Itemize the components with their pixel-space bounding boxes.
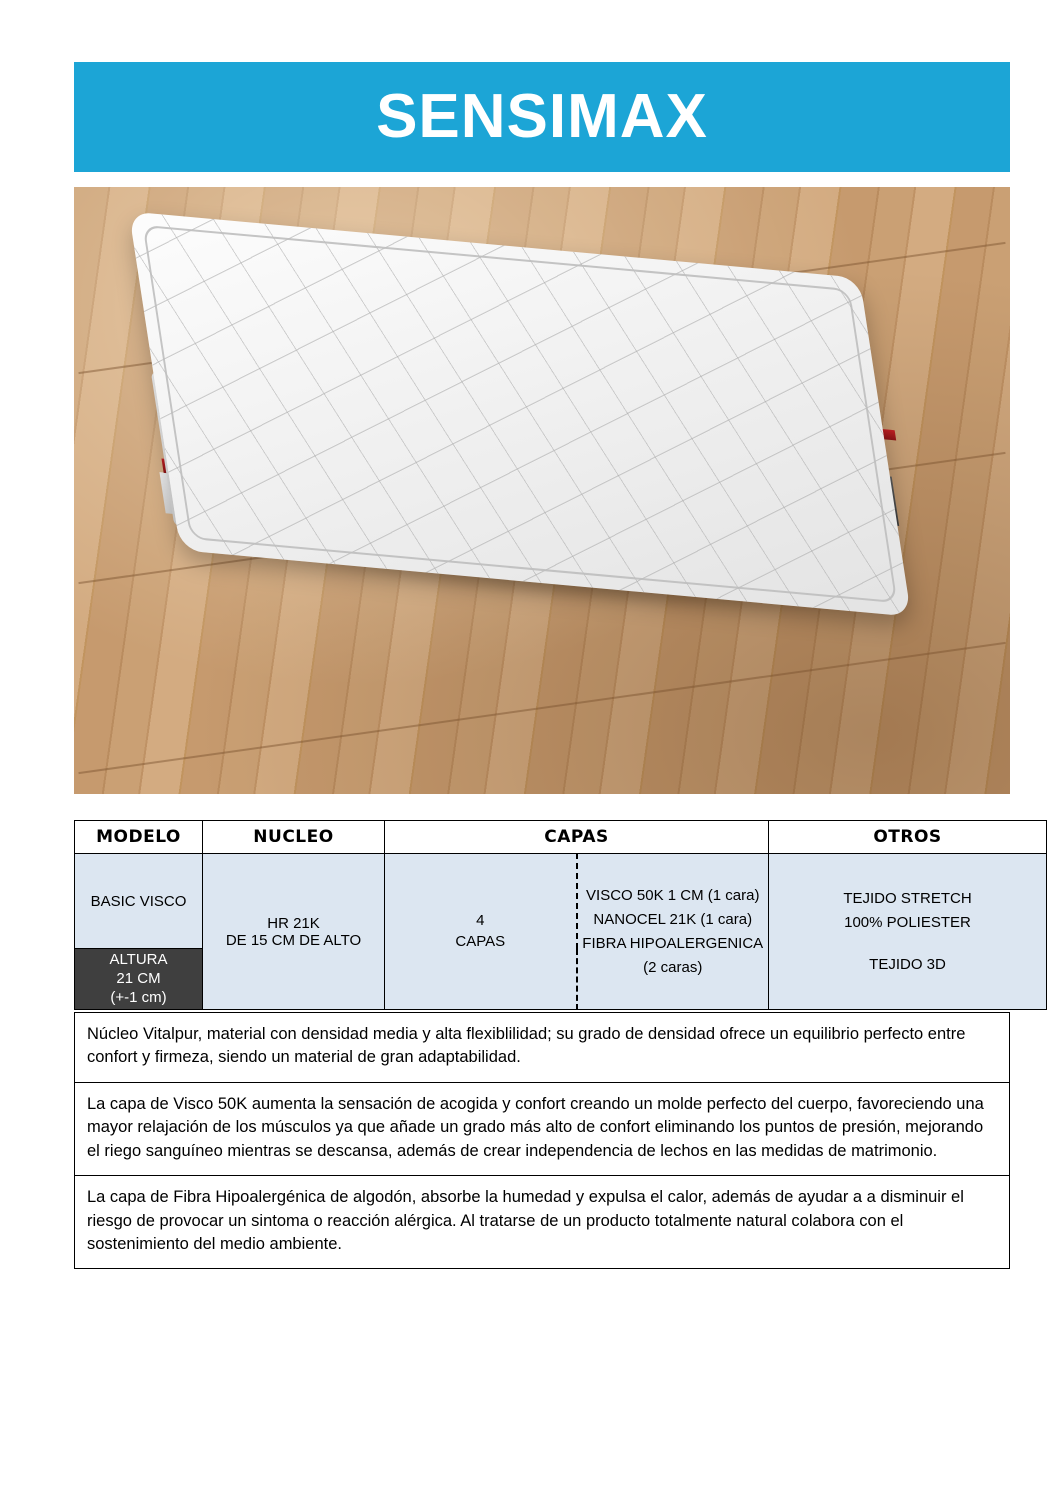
description-row	[75, 1013, 1010, 1083]
capa-item: NANOCEL 21K (1 cara)	[593, 910, 753, 928]
capa-item: VISCO 50K 1 CM (1 cara)	[586, 886, 760, 904]
description-nucleo: Núcleo Vitalpur, material con densidad media y alta flexiblilidad; su grado de densidad ofrece un equilibrio perfecto entre confort y firmeza, siendo un material de gran adaptabilidad.	[75, 1013, 1010, 1083]
altura-tolerance: (+-1 cm)	[110, 988, 167, 1006]
description-visco: La capa de Visco 50K aumenta la sensación de acogida y confort creando un molde perfecto del cuerpo, favoreciendo una mayor relajación de los músculos ya que añade un grado más alto de confort eliminando los puntos de presión, mejorando el riego sanguíneo mientras se descansa, además de crear independencia de lechos en las medidas de matrimonio.	[75, 1082, 1010, 1175]
otros-item: TEJIDO STRETCH	[843, 889, 972, 907]
specification-table	[74, 820, 1047, 1010]
header-otros: OTROS	[769, 821, 1047, 854]
title-banner	[74, 62, 1010, 172]
mattress-quilted-top	[129, 211, 912, 616]
cell-nucleo-value	[203, 854, 385, 1010]
cell-altura	[75, 949, 203, 1010]
description-table	[74, 1012, 1010, 1269]
description-fibra: La capa de Fibra Hipoalergénica de algodón, absorbe la humedad y expulsa el calor, además de ayudar a a disminuir el riesgo de provocar un sintoma o reacción alérgica. Al tratarse de un producto totalmente natural colabora con el sostenimiento del medio ambiente.	[75, 1176, 1010, 1269]
cell-modelo-value: BASIC VISCO	[75, 854, 203, 949]
description-row	[75, 1082, 1010, 1175]
cell-capas-count	[385, 854, 577, 1010]
spec-table-header-row	[75, 821, 1047, 854]
mattress-illustration	[122, 239, 982, 739]
cell-otros-value	[769, 854, 1047, 1010]
description-row	[75, 1176, 1010, 1269]
mattress-product-photo	[74, 187, 1010, 794]
capas-label: CAPAS	[455, 932, 506, 950]
quilting-pattern	[129, 211, 912, 616]
otros-item: 100% POLIESTER	[844, 913, 971, 931]
header-nucleo: NUCLEO	[203, 821, 385, 854]
cell-capas-list	[577, 854, 769, 1010]
header-modelo: MODELO	[75, 821, 203, 854]
header-capas: CAPAS	[385, 821, 769, 854]
spec-table-body-row	[75, 854, 1047, 949]
capa-item: FIBRA HIPOALERGENICA (2 caras)	[582, 934, 764, 976]
otros-spacer	[773, 935, 1042, 953]
nucleo-line-1: HR 21K	[267, 914, 320, 932]
altura-label: ALTURA	[109, 951, 168, 968]
capas-number: 4	[476, 912, 485, 930]
nucleo-line-2: DE 15 CM DE ALTO	[225, 931, 362, 949]
page-title: SENSIMAX	[376, 82, 708, 151]
otros-item: TEJIDO 3D	[869, 955, 946, 973]
altura-value: 21 CM	[116, 969, 161, 987]
